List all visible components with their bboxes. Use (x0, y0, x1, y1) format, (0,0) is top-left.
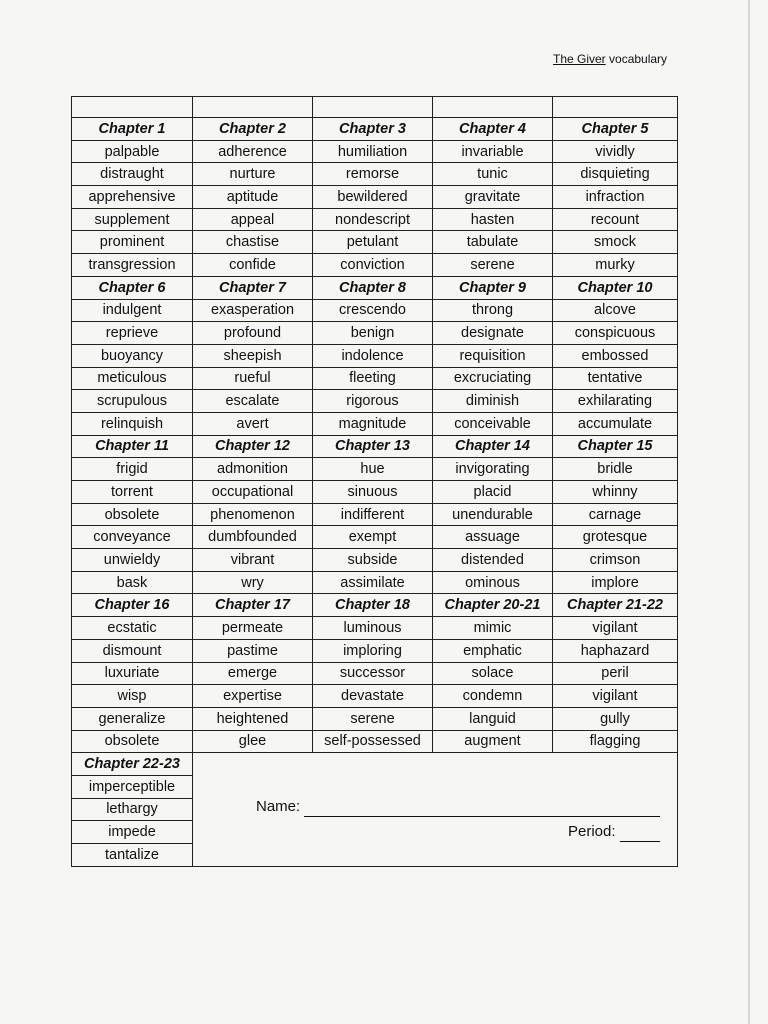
chapter-heading: Chapter 6 (72, 276, 193, 299)
vocab-word: whinny (553, 481, 678, 504)
vocab-word: aptitude (193, 186, 313, 209)
vocab-word: tunic (433, 163, 553, 186)
vocab-word: invariable (433, 140, 553, 163)
vocab-word: crimson (553, 549, 678, 572)
chapter-heading: Chapter 4 (433, 118, 553, 141)
vocab-word: benign (313, 322, 433, 345)
chapter-heading: Chapter 11 (72, 435, 193, 458)
vocab-word: conspicuous (553, 322, 678, 345)
chapter-heading-row (72, 435, 678, 458)
vocab-word: generalize (72, 707, 193, 730)
vocab-word: admonition (193, 458, 313, 481)
vocab-word: peril (553, 662, 678, 685)
vocab-word: serene (313, 707, 433, 730)
vocab-row (72, 322, 678, 345)
vocab-word: conviction (313, 254, 433, 277)
vocab-word: recount (553, 208, 678, 231)
period-label: Period: (568, 823, 616, 841)
name-period-area (193, 753, 678, 866)
vocab-word: palpable (72, 140, 193, 163)
vocab-word: haphazard (553, 639, 678, 662)
vocab-word: conveyance (72, 526, 193, 549)
vocab-row (72, 163, 678, 186)
vocab-word: diminish (433, 390, 553, 413)
vocab-word: mimic (433, 617, 553, 640)
vocab-word: gully (553, 707, 678, 730)
vocab-word: smock (553, 231, 678, 254)
vocab-row (72, 481, 678, 504)
blank-cell (72, 97, 193, 118)
vocab-row (72, 639, 678, 662)
vocab-word: hue (313, 458, 433, 481)
vocab-word: sheepish (193, 344, 313, 367)
vocab-word: conceivable (433, 412, 553, 435)
chapter-heading: Chapter 15 (553, 435, 678, 458)
vocab-word: lethargy (72, 798, 193, 821)
vocab-word: vigilant (553, 685, 678, 708)
vocab-word: gravitate (433, 186, 553, 209)
vocab-word: nurture (193, 163, 313, 186)
vocab-row (72, 367, 678, 390)
vocab-word: petulant (313, 231, 433, 254)
vocab-word: requisition (433, 344, 553, 367)
vocab-word: pastime (193, 639, 313, 662)
page-edge (748, 0, 750, 1024)
vocab-row (72, 186, 678, 209)
blank-cell (193, 97, 313, 118)
vocab-row (72, 299, 678, 322)
vocab-word: bridle (553, 458, 678, 481)
blank-cell (313, 97, 433, 118)
vocab-word: nondescript (313, 208, 433, 231)
vocab-word: humiliation (313, 140, 433, 163)
vocab-word: profound (193, 322, 313, 345)
period-blank-line[interactable] (620, 827, 660, 842)
vocab-word: glee (193, 730, 313, 753)
vocab-word: chastise (193, 231, 313, 254)
name-field[interactable] (256, 797, 660, 817)
vocab-word: vividly (553, 140, 678, 163)
vocabulary-table-body (72, 97, 678, 867)
vocab-word: scrupulous (72, 390, 193, 413)
vocab-word: implore (553, 571, 678, 594)
vocab-word: magnitude (313, 412, 433, 435)
chapter-heading: Chapter 3 (313, 118, 433, 141)
vocab-word: murky (553, 254, 678, 277)
vocab-word: exempt (313, 526, 433, 549)
chapter-heading: Chapter 5 (553, 118, 678, 141)
chapter-heading: Chapter 20-21 (433, 594, 553, 617)
chapter-heading: Chapter 7 (193, 276, 313, 299)
vocab-word: placid (433, 481, 553, 504)
vocab-word: wisp (72, 685, 193, 708)
vocab-word: unendurable (433, 503, 553, 526)
vocab-word: accumulate (553, 412, 678, 435)
vocab-word: flagging (553, 730, 678, 753)
vocab-word: avert (193, 412, 313, 435)
vocab-row (72, 412, 678, 435)
vocab-word: transgression (72, 254, 193, 277)
vocab-word: indulgent (72, 299, 193, 322)
vocab-row (72, 707, 678, 730)
vocab-word: obsolete (72, 503, 193, 526)
vocab-word: languid (433, 707, 553, 730)
vocab-word: unwieldy (72, 549, 193, 572)
vocab-row (72, 390, 678, 413)
chapter-heading: Chapter 1 (72, 118, 193, 141)
vocab-word: dismount (72, 639, 193, 662)
vocab-row (72, 730, 678, 753)
vocab-word: assimilate (313, 571, 433, 594)
vocab-word: impede (72, 821, 193, 844)
vocab-word: designate (433, 322, 553, 345)
vocab-word: serene (433, 254, 553, 277)
vocab-word: subside (313, 549, 433, 572)
vocab-word: indifferent (313, 503, 433, 526)
vocab-word: devastate (313, 685, 433, 708)
vocab-word: frigid (72, 458, 193, 481)
vocab-word: grotesque (553, 526, 678, 549)
vocab-word: ominous (433, 571, 553, 594)
vocab-word: excruciating (433, 367, 553, 390)
chapter-heading-row (72, 118, 678, 141)
vocab-word: hasten (433, 208, 553, 231)
vocab-word: remorse (313, 163, 433, 186)
chapter-heading: Chapter 21-22 (553, 594, 678, 617)
document-header (553, 52, 667, 66)
vocab-word: relinquish (72, 412, 193, 435)
vocab-word: heightened (193, 707, 313, 730)
vocab-word: augment (433, 730, 553, 753)
vocab-word: carnage (553, 503, 678, 526)
vocab-word: sinuous (313, 481, 433, 504)
vocab-word: escalate (193, 390, 313, 413)
vocab-word: tabulate (433, 231, 553, 254)
vocab-word: distraught (72, 163, 193, 186)
vocab-word: permeate (193, 617, 313, 640)
vocab-word: emphatic (433, 639, 553, 662)
chapter-heading: Chapter 8 (313, 276, 433, 299)
vocab-word: indolence (313, 344, 433, 367)
vocab-row (72, 231, 678, 254)
vocab-word: infraction (553, 186, 678, 209)
vocab-word: confide (193, 254, 313, 277)
vocab-row (72, 617, 678, 640)
vocab-word: exasperation (193, 299, 313, 322)
vocab-word: emerge (193, 662, 313, 685)
vocab-row (72, 344, 678, 367)
vocab-word: throng (433, 299, 553, 322)
vocab-word: successor (313, 662, 433, 685)
vocab-word: torrent (72, 481, 193, 504)
vocab-word: obsolete (72, 730, 193, 753)
vocab-word: condemn (433, 685, 553, 708)
vocab-word: rueful (193, 367, 313, 390)
vocab-word: solace (433, 662, 553, 685)
vocab-row (72, 526, 678, 549)
vocab-row (72, 571, 678, 594)
chapter-heading: Chapter 10 (553, 276, 678, 299)
chapter-heading: Chapter 2 (193, 118, 313, 141)
vocab-word: distended (433, 549, 553, 572)
chapter-heading-row (72, 276, 678, 299)
vocab-word: occupational (193, 481, 313, 504)
vocab-word: imploring (313, 639, 433, 662)
vocab-word: adherence (193, 140, 313, 163)
vocab-word: luxuriate (72, 662, 193, 685)
chapter-heading: Chapter 12 (193, 435, 313, 458)
blank-row (72, 97, 678, 118)
vocab-word: supplement (72, 208, 193, 231)
vocab-word: assuage (433, 526, 553, 549)
vocab-word: alcove (553, 299, 678, 322)
vocab-word: rigorous (313, 390, 433, 413)
chapter-heading: Chapter 13 (313, 435, 433, 458)
chapter-heading: Chapter 16 (72, 594, 193, 617)
blank-cell (433, 97, 553, 118)
vocab-word: disquieting (553, 163, 678, 186)
vocab-word: bask (72, 571, 193, 594)
vocab-word: prominent (72, 231, 193, 254)
vocab-row (72, 208, 678, 231)
vocab-word: wry (193, 571, 313, 594)
vocab-word: apprehensive (72, 186, 193, 209)
vocab-word: embossed (553, 344, 678, 367)
vocab-word: vibrant (193, 549, 313, 572)
vocab-row (72, 458, 678, 481)
vocab-row (72, 685, 678, 708)
header-suffix: vocabulary (605, 52, 668, 66)
vocab-word: imperceptible (72, 775, 193, 798)
vocab-word: dumbfounded (193, 526, 313, 549)
vocab-word: tentative (553, 367, 678, 390)
book-title: The Giver (553, 52, 606, 66)
vocab-word: tantalize (72, 844, 193, 867)
chapter-heading: Chapter 14 (433, 435, 553, 458)
vocab-word: meticulous (72, 367, 193, 390)
chapter-heading: Chapter 17 (193, 594, 313, 617)
name-label: Name: (256, 798, 301, 816)
period-field[interactable] (568, 822, 660, 842)
vocab-word: expertise (193, 685, 313, 708)
vocab-word: invigorating (433, 458, 553, 481)
vocab-word: ecstatic (72, 617, 193, 640)
blank-cell (553, 97, 678, 118)
vocab-row (72, 503, 678, 526)
vocab-word: crescendo (313, 299, 433, 322)
vocab-word: appeal (193, 208, 313, 231)
vocab-word: self-possessed (313, 730, 433, 753)
vocab-word: reprieve (72, 322, 193, 345)
vocab-word: vigilant (553, 617, 678, 640)
vocab-word: luminous (313, 617, 433, 640)
vocab-word: bewildered (313, 186, 433, 209)
vocab-row (72, 140, 678, 163)
chapter-heading-row (72, 753, 678, 776)
vocabulary-table (71, 96, 678, 867)
vocab-word: fleeting (313, 367, 433, 390)
chapter-heading-row (72, 594, 678, 617)
vocab-word: exhilarating (553, 390, 678, 413)
vocab-row (72, 662, 678, 685)
chapter-heading: Chapter 9 (433, 276, 553, 299)
vocab-row (72, 254, 678, 277)
chapter-heading: Chapter 18 (313, 594, 433, 617)
chapter-heading: Chapter 22-23 (72, 753, 193, 776)
vocab-row (72, 549, 678, 572)
name-blank-line[interactable] (304, 802, 660, 817)
vocab-word: phenomenon (193, 503, 313, 526)
vocab-word: buoyancy (72, 344, 193, 367)
